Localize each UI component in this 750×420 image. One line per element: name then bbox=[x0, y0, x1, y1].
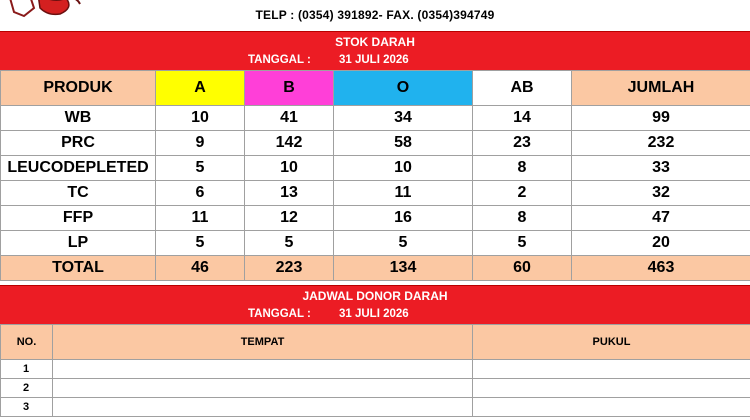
stok-date-value: 31 JULI 2026 bbox=[339, 54, 409, 66]
table-row bbox=[1, 398, 750, 417]
produk-cell: LP bbox=[1, 231, 156, 256]
ab-cell: 8 bbox=[473, 206, 572, 231]
ab-cell: 8 bbox=[473, 156, 572, 181]
tempat-cell[interactable] bbox=[53, 360, 473, 379]
table-row bbox=[1, 181, 750, 206]
total-ab: 60 bbox=[473, 256, 572, 281]
jumlah-cell: 33 bbox=[572, 156, 750, 181]
tempat-cell[interactable] bbox=[53, 379, 473, 398]
ab-cell: 5 bbox=[473, 231, 572, 256]
jumlah-cell: 20 bbox=[572, 231, 750, 256]
table-row bbox=[1, 360, 750, 379]
b-cell: 12 bbox=[245, 206, 334, 231]
ab-cell: 2 bbox=[473, 181, 572, 206]
jadwal-donor-table bbox=[0, 324, 750, 417]
produk-cell: TC bbox=[1, 181, 156, 206]
pukul-cell[interactable] bbox=[473, 360, 750, 379]
jadwal-title-band bbox=[0, 285, 750, 325]
no-cell: 1 bbox=[1, 360, 53, 379]
contact-line bbox=[0, 8, 750, 22]
total-row bbox=[1, 256, 750, 281]
col-no: NO. bbox=[1, 325, 53, 360]
col-pukul: PUKUL bbox=[473, 325, 750, 360]
produk-cell: WB bbox=[1, 106, 156, 131]
no-cell: 3 bbox=[1, 398, 53, 417]
col-tempat: TEMPAT bbox=[53, 325, 473, 360]
b-cell: 10 bbox=[245, 156, 334, 181]
stok-header-row bbox=[1, 71, 750, 106]
jumlah-cell: 47 bbox=[572, 206, 750, 231]
a-cell: 6 bbox=[156, 181, 245, 206]
jumlah-cell: 232 bbox=[572, 131, 750, 156]
total-jumlah: 463 bbox=[572, 256, 750, 281]
contact-text: TELP : (0354) 391892- FAX. (0354)394749 bbox=[255, 8, 495, 22]
table-row bbox=[1, 131, 750, 156]
table-row bbox=[1, 379, 750, 398]
pukul-cell[interactable] bbox=[473, 398, 750, 417]
a-cell: 5 bbox=[156, 156, 245, 181]
stok-darah-table bbox=[0, 70, 750, 281]
b-cell: 142 bbox=[245, 131, 334, 156]
produk-cell: PRC bbox=[1, 131, 156, 156]
produk-cell: FFP bbox=[1, 206, 156, 231]
produk-cell: LEUCODEPLETED bbox=[1, 156, 156, 181]
stok-date-label: TANGGAL : bbox=[248, 54, 311, 66]
table-row bbox=[1, 106, 750, 131]
jadwal-header-row bbox=[1, 325, 750, 360]
col-a: A bbox=[156, 71, 245, 106]
jumlah-cell: 32 bbox=[572, 181, 750, 206]
stok-title-band bbox=[0, 31, 750, 71]
pukul-cell[interactable] bbox=[473, 379, 750, 398]
o-cell: 16 bbox=[334, 206, 473, 231]
o-cell: 10 bbox=[334, 156, 473, 181]
table-row bbox=[1, 156, 750, 181]
page-header bbox=[0, 0, 750, 30]
jadwal-title: JADWAL DONOR DARAH bbox=[302, 289, 448, 303]
b-cell: 5 bbox=[245, 231, 334, 256]
o-cell: 5 bbox=[334, 231, 473, 256]
stok-title: STOK DARAH bbox=[335, 35, 415, 49]
total-o: 134 bbox=[334, 256, 473, 281]
col-jumlah: JUMLAH bbox=[572, 71, 750, 106]
a-cell: 9 bbox=[156, 131, 245, 156]
o-cell: 58 bbox=[334, 131, 473, 156]
total-a: 46 bbox=[156, 256, 245, 281]
col-produk: PRODUK bbox=[1, 71, 156, 106]
a-cell: 11 bbox=[156, 206, 245, 231]
table-row bbox=[1, 231, 750, 256]
table-row bbox=[1, 206, 750, 231]
b-cell: 13 bbox=[245, 181, 334, 206]
no-cell: 2 bbox=[1, 379, 53, 398]
total-label: TOTAL bbox=[1, 256, 156, 281]
o-cell: 34 bbox=[334, 106, 473, 131]
col-o: O bbox=[334, 71, 473, 106]
jumlah-cell: 99 bbox=[572, 106, 750, 131]
tempat-cell[interactable] bbox=[53, 398, 473, 417]
a-cell: 10 bbox=[156, 106, 245, 131]
b-cell: 41 bbox=[245, 106, 334, 131]
a-cell: 5 bbox=[156, 231, 245, 256]
total-b: 223 bbox=[245, 256, 334, 281]
ab-cell: 14 bbox=[473, 106, 572, 131]
o-cell: 11 bbox=[334, 181, 473, 206]
jadwal-date-label: TANGGAL : bbox=[248, 308, 311, 320]
jadwal-date-value: 31 JULI 2026 bbox=[339, 308, 409, 320]
col-b: B bbox=[245, 71, 334, 106]
col-ab: AB bbox=[473, 71, 572, 106]
ab-cell: 23 bbox=[473, 131, 572, 156]
